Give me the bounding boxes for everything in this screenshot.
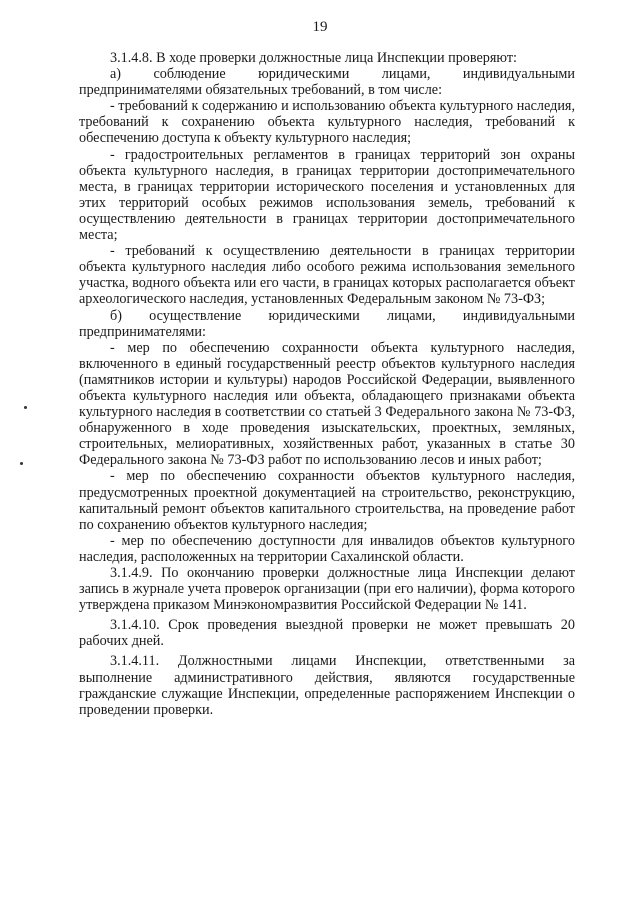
paragraph-item-a: а) соблюдение юридическими лицами, индивидуальными предпринимателями обязательных требований, в том числе:	[79, 66, 575, 99]
paragraph-item-b-accessibility-measures: - мер по обеспечению доступности для инвалидов объектов культурного наследия, расположенных на территории Сахалинской области.	[79, 532, 575, 565]
paragraph-item-a-activity-requirements: - требований к осуществлению деятельности в границах территории объекта культурного наследия либо особого режима использования земельного участка, водного объекта или его части, в границах которых располагается объект археологического наследия, установленных Федеральным законом № 73-ФЗ;	[79, 243, 575, 308]
paragraph-item-a-urban-planning: - градостроительных регламентов в границах территорий зон охраны объекта культурного наследия, в границах территории достопримечательного места, в границах территории исторического поселения и установленных для этих территорий особых режимов использования земель, требований к осуществлению деятельности в границах территории достопримечательного места;	[79, 146, 575, 244]
paragraph-3-1-4-8: 3.1.4.8. В ходе проверки должностные лица Инспекции проверяют:	[110, 50, 517, 66]
paragraph-item-b: б) осуществление юридическими лицами, индивидуальными предпринимателями:	[79, 307, 575, 340]
paragraph-item-a-requirements-maintenance: - требований к содержанию и использованию объекта культурного наследия, требований к сохранению объекта культурного наследия, требований к обеспечению доступа к объекту культурного наследия;	[79, 98, 575, 147]
document-body	[79, 50, 575, 718]
paragraph-3-1-4-10: 3.1.4.10. Срок проведения выездной проверки не может превышать 20 рабочих дней.	[79, 617, 575, 650]
page-number: 19	[312, 19, 328, 35]
scan-dot	[20, 462, 23, 465]
paragraph-3-1-4-9: 3.1.4.9. По окончанию проверки должностные лица Инспекции делают запись в журнале учета проверок организации (при его наличии), форма которого утверждена приказом Минэкономразвития Российской Федерации № 141.	[79, 565, 575, 614]
paragraph-item-b-preservation-measures: - мер по обеспечению сохранности объекта культурного наследия, включенного в единый государственный реестр объектов культурного наследия (памятников истории и культуры) народов Российской Федерации, выявленного объекта культурного наследия или объекта, обладающего признаками объекта культурного наследия в соответствии со статьей 3 Федерального закона № 73-ФЗ, обнаруженного в ходе проведения изыскательских, проектных, земляных, строительных, мелиоративных, хозяйственных работ, указанных в статье 30 Федерального закона № 73-ФЗ работ по использованию лесов и иных работ;	[79, 339, 575, 469]
paragraph-3-1-4-11: 3.1.4.11. Должностными лицами Инспекции, ответственными за выполнение административного действия, являются государственные гражданские служащие Инспекции, определенные распоряжением Инспекции о проведении проверки.	[79, 653, 575, 718]
scan-dot	[24, 406, 27, 409]
paragraph-item-b-project-measures: - мер по обеспечению сохранности объектов культурного наследия, предусмотренных проектной документацией на строительство, реконструкцию, капитальный ремонт объектов капитального строительства, на проведение работ по сохранению объектов культурного наследия;	[79, 468, 575, 533]
